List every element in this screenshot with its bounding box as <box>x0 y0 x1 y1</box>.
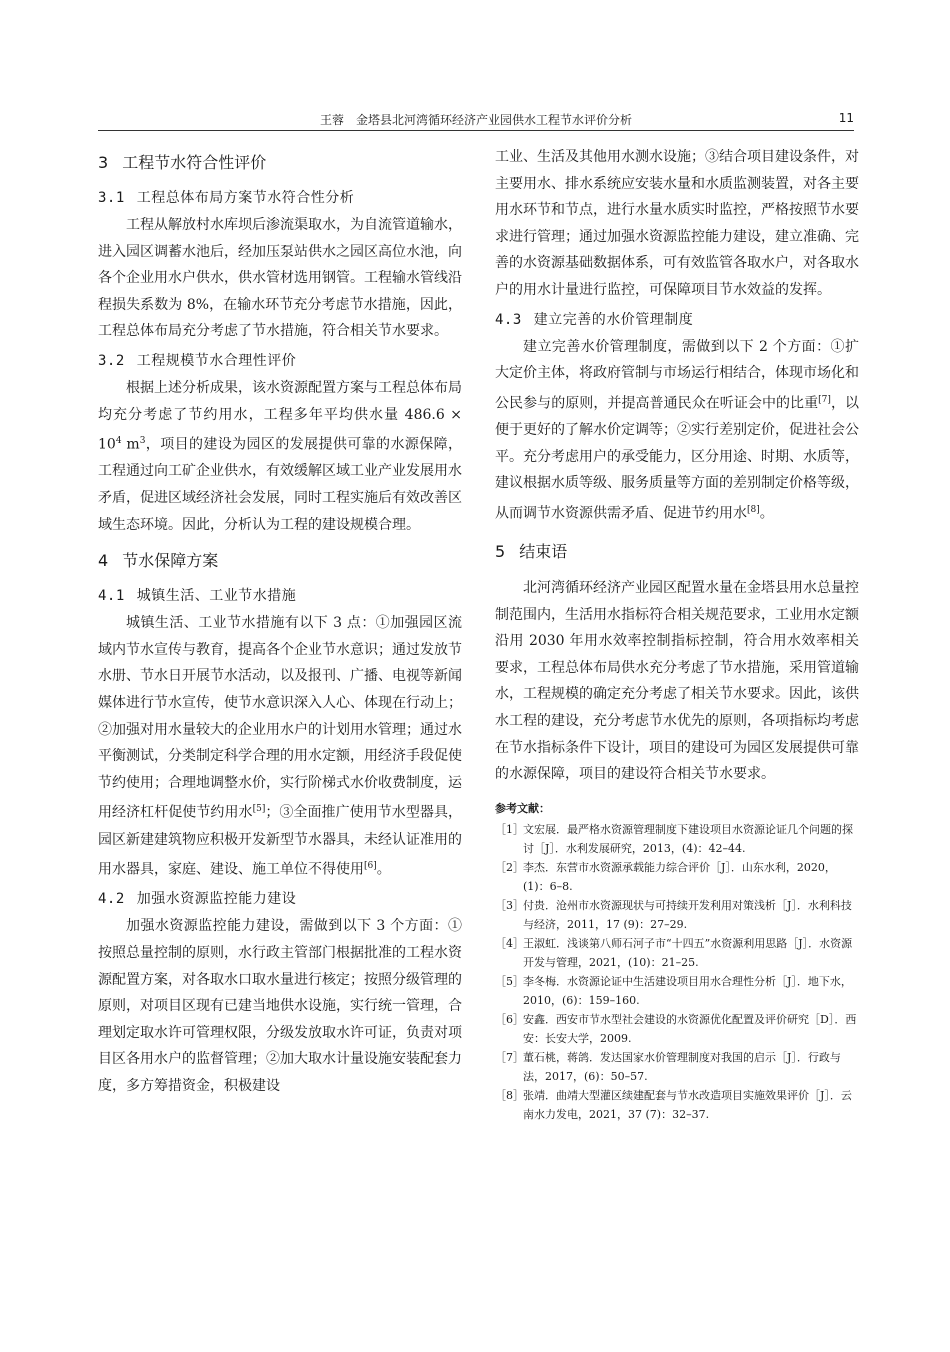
reference-text: 李杰．东营市水资源承载能力综合评价［J］．山东水利，2020，(1)：6–8. <box>523 860 836 893</box>
reference-text: 安鑫．西安市节水型社会建设的水资源优化配置及评价研究［D］．西安：长安大学，2009. <box>523 1012 857 1045</box>
section-title: 节水保障方案 <box>122 551 219 571</box>
section-4-2-heading <box>98 887 462 911</box>
text-run: m <box>121 436 140 453</box>
paragraph <box>495 334 859 527</box>
right-column <box>495 144 859 1124</box>
reference-text: 董石桃，蒋鸽．发达国家水价管理制度对我国的启示［J］．行政与法，2017，(6)：50–57. <box>523 1050 841 1083</box>
section-4-3-heading <box>495 308 859 332</box>
section-title: 结束语 <box>519 542 568 562</box>
references-heading: 参考文献： <box>495 801 550 815</box>
left-column <box>98 144 462 1100</box>
section-3-heading <box>98 150 462 176</box>
reference-id: ［8］ <box>495 1088 524 1102</box>
superscript: 4 <box>115 436 122 447</box>
reference-id: ［1］ <box>495 822 524 836</box>
reference-item <box>495 858 859 896</box>
citation: [5] <box>252 804 266 815</box>
section-title: 工程节水符合性评价 <box>122 153 267 172</box>
section-3-2-heading <box>98 349 462 373</box>
citation: [7] <box>818 394 831 405</box>
section-number: 4.3 <box>495 311 522 328</box>
text-run: 建立完善水价管理制度，需做到以下 2 个方面：①扩大定价主体，将政府管制与市场运行相结合，体现市场化和公民参与的原则，并提高普通民众在听证会中的比重 <box>495 338 859 412</box>
paragraph: 工业、生活及其他用水测水设施；③结合项目建设条件，对主要用水、排水系统应安装水量和水质监测装置，对各主要用水环节和节点，进行水量水质实时监控，严格按照节水要求进行管理；通过加强水资源监控能力建设，建立准确、完善的水资源基础数据体系，可有效监管各取水户，对各取水户的用水计量进行监控，可保障项目节水效益的发挥。 <box>495 149 859 298</box>
running-header <box>98 108 854 131</box>
reference-text: 付贵．沧州市水资源现状与可持续开发利用对策浅析［J］．水利科技与经济，2011，17 (9)：27–29. <box>523 898 852 931</box>
reference-text: 李冬梅．水资源论证中生活建设项目用水合理性分析［J］．地下水，2010，(6)：159–160. <box>523 974 852 1007</box>
reference-item <box>495 934 859 972</box>
paragraph: 北河湾循环经济产业园区配置水量在金塔县用水总量控制范围内，生活用水指标符合相关规范要求，工业用水定额沿用 2030 年用水效率控制指标控制，符合用水效率相关要求，工程总体布局供水充分考虑了节水措施，采用管道输水，工程规模的确定充分考虑了相关节水要求。因此，该供水工程的建设，充分考虑节水优先的原则，各项指标均考虑在节水指标条件下设计，项目的建设可为园区发展提供可靠的水源保障，项目的建设符合相关节水要求。 <box>495 580 859 783</box>
superscript: 3 <box>139 436 146 447</box>
section-number: 4.2 <box>98 891 125 908</box>
section-title: 建立完善的水价管理制度 <box>533 311 694 328</box>
citation: [8] <box>747 504 760 515</box>
section-5-heading <box>495 539 859 565</box>
section-title: 工程总体布局方案节水符合性分析 <box>136 190 355 206</box>
section-4-heading <box>98 548 462 574</box>
text-run: ，以便于更好的了解水价定调等；②实行差别定价，促进社会公平。充分考虑用户的承受能力，区分用途、时期、水质等，建议根据水质等级、服务质量等方面的差别制定价格等级，从而调节水资源供需矛盾、促进节约用水 <box>495 395 860 522</box>
section-number: 4.1 <box>98 588 125 605</box>
reference-id: ［5］ <box>495 974 524 988</box>
section-number: 5 <box>495 542 506 562</box>
reference-id: ［3］ <box>495 898 524 912</box>
reference-item <box>495 972 859 1010</box>
section-number: 4 <box>98 551 109 571</box>
text-run: 。 <box>759 505 774 522</box>
reference-item <box>495 1086 859 1124</box>
section-3-1-heading <box>98 186 462 210</box>
reference-item <box>495 820 859 858</box>
reference-item <box>495 1010 859 1048</box>
page-number: 11 <box>838 111 854 125</box>
text-run: ；③全面推广使用节水型器具，园区新建建筑物应积极开发新型节水器具，未经认证准用的用水器具，家庭、建设、施工单位不得使用 <box>98 805 463 878</box>
paragraph: 加强水资源监控能力建设，需做到以下 3 个方面：①按照总量控制的原则，水行政主管部门根据批准的工程水资源配置方案，对各取水口取水量进行核定；按照分级管理的原则，对项目区现有已建当地供水设施，实行统一管理，合理划定取水许可管理权限，分级发放取水许可证，负责对项目区各用水户的监督管理；②加大取水计量设施安装配套力度，多方筹措资金，积极建设 <box>98 918 462 1094</box>
section-4-1-heading <box>98 584 462 608</box>
running-title: 王蓉 金塔县北河湾循环经济产业园供水工程节水评价分析 <box>319 113 632 127</box>
section-title: 工程规模节水合理性评价 <box>136 352 297 369</box>
reference-item <box>495 896 859 934</box>
text-run: 。 <box>376 861 391 878</box>
paragraph <box>98 610 462 883</box>
text-run: 根据上述分析成果，该水资源配置方案与工程总体布局均充分考虑了节约用水，工程多年平均供水量 486.6 × 10 <box>98 379 462 453</box>
section-title: 加强水资源监控能力建设 <box>136 891 297 908</box>
reference-id: ［6］ <box>495 1012 524 1026</box>
reference-text: 文宏展．最严格水资源管理制度下建设项目水资源论证几个问题的探讨［J］．水利发展研究，2013，(4)：42–44. <box>523 822 853 855</box>
reference-item <box>495 1048 859 1086</box>
reference-id: ［4］ <box>495 936 524 950</box>
reference-text: 王淑虹．浅谈第八师石河子市“十四五”水资源利用思路［J］．水资源开发与管理，2021，(10)：21–25. <box>523 936 853 969</box>
reference-id: ［2］ <box>495 860 524 874</box>
reference-list <box>495 820 859 1124</box>
reference-text: 张靖．曲靖大型灌区续建配套与节水改造项目实施效果评价［J］．云南水力发电，2021，37 (7)：32–37. <box>523 1088 852 1121</box>
section-number: 3 <box>98 153 109 172</box>
section-number: 3.1 <box>98 190 125 206</box>
text-run: 城镇生活、工业节水措施有以下 3 点：①加强园区流域内节水宣传与教育，提高各个企业节水意识；通过发放节水册、节水日开展节水活动，以及报刊、广播、电视等新闻媒体进行节水宣传，使节水意识深入人心、体现在行动上；②加强对用水量较大的企业用水户的计划用水管理；通过水平衡测试，分类制定科学合理的用水定额，用经济手段促使节约使用；合理地调整水价，实行阶梯式水价收费制度，运用经济杠杆促使节约用水 <box>98 615 462 821</box>
section-title: 城镇生活、工业节水措施 <box>136 588 297 605</box>
paragraph: 工程从解放村水库坝后渗流渠取水，为自流管道输水，进入园区调蓄水池后，经加压泵站供水之园区高位水池，向各个企业用水户供水，供水管材选用钢管。工程输水管线沿程损失系数为 8%，在输水环节充分考虑节水措施，因此，工程总体布局充分考虑了节水措施，符合相关节水要求。 <box>98 217 462 340</box>
reference-id: ［7］ <box>495 1050 524 1064</box>
paragraph <box>98 375 462 538</box>
text-run: ，项目的建设为园区的发展提供可靠的水源保障，工程通过向工矿企业供水，有效缓解区域工业产业发展用水矛盾，促进区域经济社会发展，同时工程实施后有效改善区域生态环境。因此，分析认为工程的建设规模合理。 <box>98 436 462 533</box>
section-number: 3.2 <box>98 352 125 369</box>
citation: [6] <box>364 861 377 872</box>
